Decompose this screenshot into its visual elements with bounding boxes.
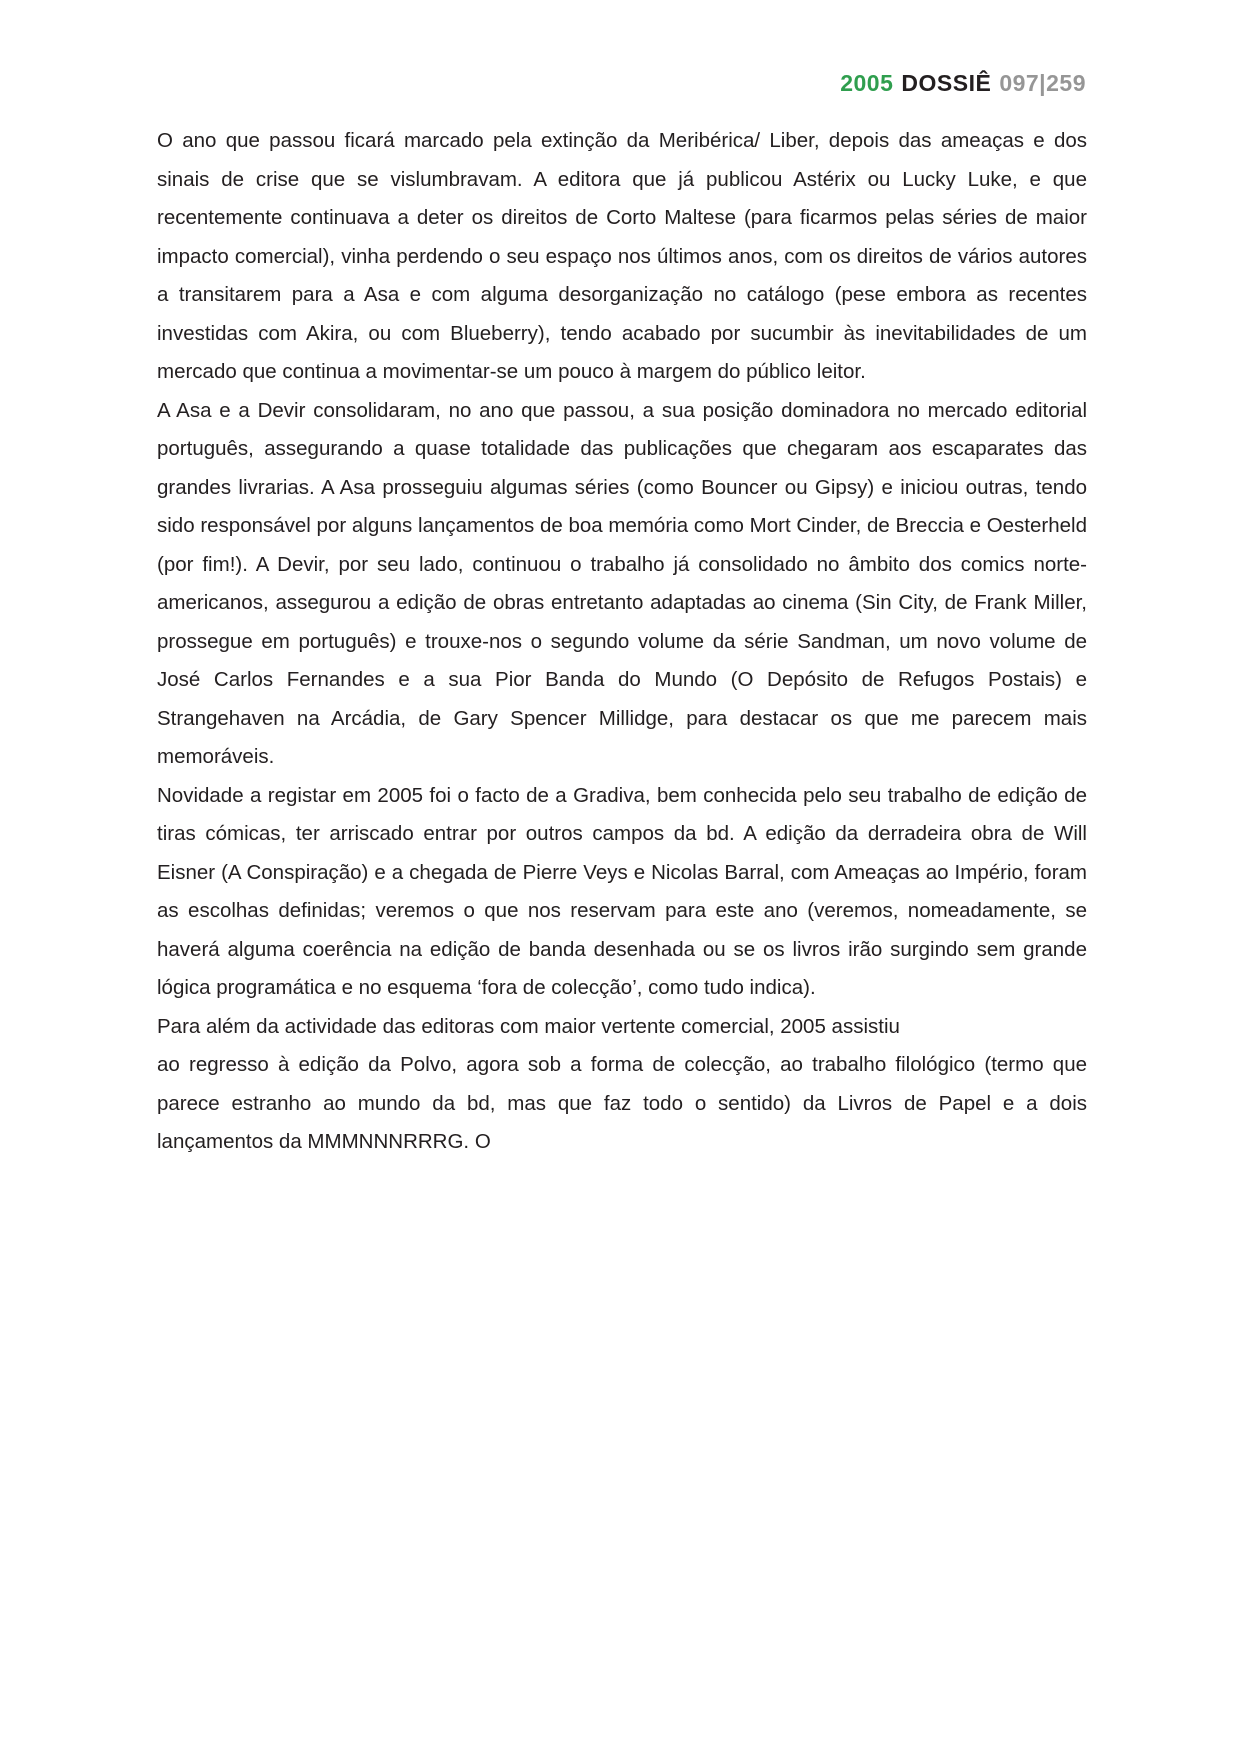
paragraph-1: O ano que passou ficará marcado pela extinção da Meribérica/ Liber, depois das ameaças e dos sinais de crise que se vislumbravam. A editora que já publicou Astérix ou Lucky Luke, e que recentemente continuava a deter os direitos de Corto Maltese (para ficarmos pelas séries de maior impacto comercial), vinha perdendo o seu espaço nos últimos anos, com os direitos de vários autores a transitarem para a Asa e com alguma desorganização no catálogo (pese embora as recentes investidas com Akira, ou com Blueberry), tendo acabado por sucumbir às inevitabilidades de um mercado que continua a movimentar-se um pouco à margem do público leitor. [157, 129, 1087, 383]
paragraph-3: Novidade a registar em 2005 foi o facto de a Gradiva, bem conhecida pelo seu trabalho de edição de tiras cómicas, ter arriscado entrar por outros campos da bd. A edição da derradeira obra de Will Eisner (A Conspiração) e a chegada de Pierre Veys e Nicolas Barral, com Ameaças ao Império, foram as escolhas definidas; veremos o que nos reservam para este ano (veremos, nomeadamente, se haverá alguma coerência na edição de banda desenhada ou se os livros irão surgindo sem grande lógica programática e no esquema ‘fora de colecção’, como tudo indica). [157, 783, 1087, 999]
paragraph-2: A Asa e a Devir consolidaram, no ano que passou, a sua posição dominadora no mercado editorial português, assegurando a quase totalidade das publicações que chegaram aos escaparates das grandes livrarias. A Asa prosseguiu algumas séries (como Bouncer ou Gipsy) e iniciou outras, tendo sido responsável por alguns lançamentos de boa memória como Mort Cinder, de Breccia e Oesterheld (por fim!). A Devir, por seu lado, continuou o trabalho já consolidado no âmbito dos comics norte-americanos, assegurou a edição de obras entretanto adaptadas ao cinema (Sin City, de Frank Miller, prossegue em português) e trouxe-nos o segundo volume da série Sandman, um novo volume de José Carlos Fernandes e a sua Pior Banda do Mundo (O Depósito de Refugos Postais) e Strangehaven na Arcádia, de Gary Spencer Millidge, para destacar os que me parecem mais memoráveis. [157, 398, 1087, 768]
header-title: DOSSIÊ [901, 70, 992, 96]
header-year: 2005 [840, 70, 894, 96]
body-text [157, 122, 1087, 1162]
paragraph-4: Para além da actividade das editoras com maior vertente comercial, 2005 assistiu [157, 1014, 900, 1038]
header-page-numbers: 097|259 [999, 70, 1086, 96]
page-header [840, 70, 1086, 97]
paragraph-5: ao regresso à edição da Polvo, agora sob a forma de colecção, ao trabalho filológico (termo que parece estranho ao mundo da bd, mas que faz todo o sentido) da Livros de Papel e a dois lançamentos da MMMNNNRRRG. O [157, 1053, 1087, 1153]
